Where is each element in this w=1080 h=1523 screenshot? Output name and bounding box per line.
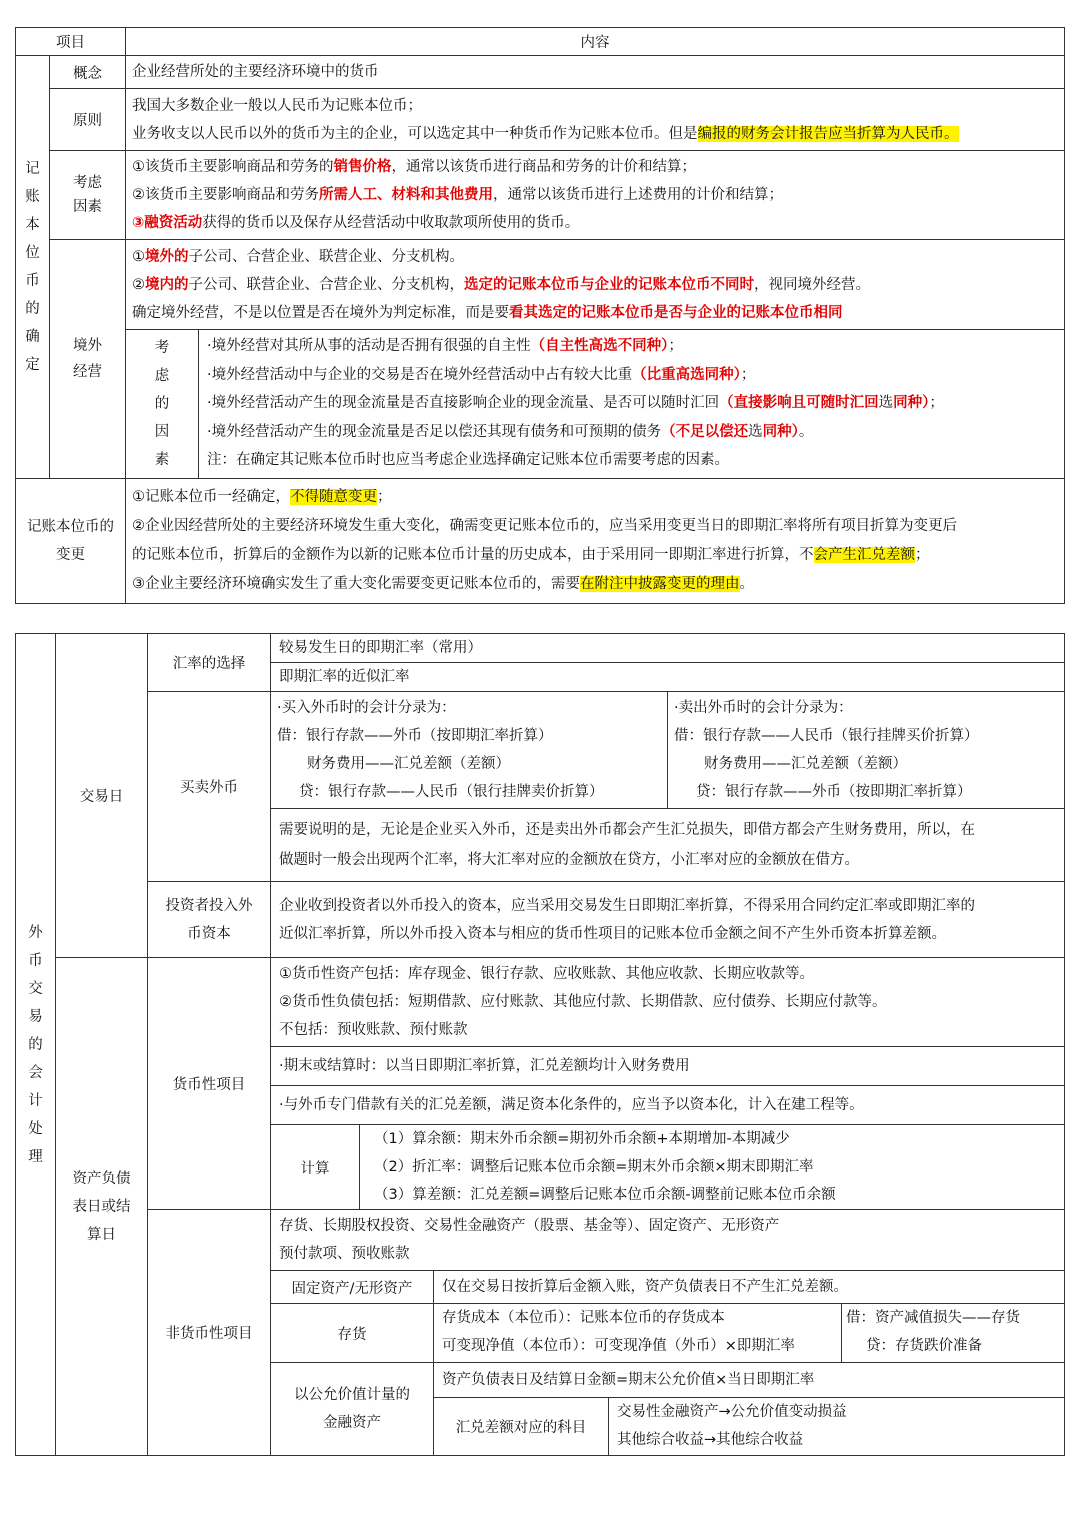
change-line-4 <box>132 570 1058 599</box>
red-text: 看其选定的记账本位币是否与企业的记账本位币相同 <box>509 304 843 321</box>
vertical-label-text: 外币交易的会计处理 <box>28 924 43 1165</box>
text: ② <box>132 276 145 293</box>
fv-accounts <box>609 1398 1064 1455</box>
section-label-fx <box>16 634 56 1456</box>
overseas-factor-1 <box>207 332 1056 361</box>
text: ，视同境外经营。 <box>754 276 870 293</box>
bs-day-label <box>56 958 148 1456</box>
capital-label-2: 币资本 <box>187 925 231 942</box>
factors-content <box>126 151 1065 240</box>
inventory-line-2: 可变现净值（本位币）：可变现净值（外币）×即期汇率 <box>442 1338 795 1354</box>
text: 获得的货币以及保存从经营活动中收取款项所使用的货币。 <box>202 215 580 231</box>
buy-title: ·买入外币时的会计分录为： <box>277 700 456 716</box>
text: ①该货币主要影响商品和劳务的 <box>132 159 334 175</box>
sell-title: ·卖出外币时的会计分录为： <box>674 700 853 716</box>
nonmonetary-line-2: 预付款项、预收账款 <box>279 1246 410 1262</box>
text: 确定境外经营，不是以位置是否在境外为判定标准，而是要 <box>132 304 509 321</box>
fx-transaction-table <box>15 633 1065 1456</box>
text: ； <box>377 489 392 505</box>
overseas-label <box>50 240 126 479</box>
bs-day-label-text: 资产负债表日或结算日 <box>72 1170 131 1243</box>
buy-debit-2: 财务费用——汇兑差额（差额） <box>307 756 510 772</box>
change-content <box>126 479 1065 604</box>
monetary-label: 货币性项目 <box>148 958 271 1210</box>
red-text: （直接影响且可随时汇回 <box>719 395 879 411</box>
section-label-determination <box>16 56 50 479</box>
fv-account-2: 其他综合收益→其他综合收益 <box>617 1432 804 1448</box>
overseas-line-2 <box>132 271 1058 299</box>
fx-note-line-2: 做题时一般会出现两个汇率，将大汇率对应的金额放在贷方，小汇率对应的金额放在借方。 <box>279 852 859 868</box>
change-line-2: ②企业因经营所处的主要经济环境发生重大变化，确需变更记账本位币的，应当采用变更当日的即期汇率将所有项目折算为变更后 <box>132 518 957 534</box>
factors-label-text: 考虑因素 <box>73 175 102 215</box>
highlight-text: 在附注中披露变更的理由 <box>580 576 740 592</box>
principle-line-2 <box>132 120 1058 148</box>
sell-debit-1: 借：银行存款——人民币（银行挂牌买价折算） <box>674 728 979 744</box>
overseas-factor-4 <box>207 418 1056 447</box>
fv-label-2: 金融资产 <box>323 1415 381 1431</box>
change-label <box>16 479 126 604</box>
monetary-content <box>271 958 1065 1210</box>
fv-account-label: 汇兑差额对应的科目 <box>434 1398 609 1455</box>
capital-label <box>148 882 271 958</box>
buy-entry <box>271 692 667 808</box>
rate-option-1: 较易发生日的即期汇率（常用） <box>271 634 1064 663</box>
inventory-line-1: 存货成本（本位币）：记账本位币的存货成本 <box>442 1310 725 1326</box>
factor-line-3 <box>132 209 1058 237</box>
calc-step-3: （3）算差额：汇兑差额=调整后记账本位币余额-调整前记账本位币余额 <box>374 1187 836 1203</box>
overseas-line-1 <box>132 243 1058 271</box>
calc-step-2: （2）折汇率：调整后记账本位币余额=期末外币余额×期末即期汇率 <box>374 1159 814 1175</box>
text: ·境外经营活动中与企业的交易是否在境外经营活动中占有较大比重 <box>207 366 633 383</box>
fv-amount-text: 资产负债表日及结算日金额=期末公允价值×当日即期汇率 <box>434 1363 1064 1398</box>
fv-account-1: 交易性金融资产→公允价值变动损益 <box>617 1404 847 1420</box>
text: 选 <box>878 395 894 411</box>
text: ·境外经营对其所从事的活动是否拥有很强的自主性 <box>207 338 531 354</box>
principle-line-1: 我国大多数企业一般以人民币为记账本位币； <box>132 97 422 114</box>
overseas-factor-2 <box>207 361 1056 390</box>
text: ①记账本位币一经确定， <box>132 489 290 505</box>
monetary-line-5: ·与外币专门借款有关的汇兑差额，满足资本化条件的，应当予以资本化，计入在建工程等。 <box>271 1086 1064 1125</box>
capital-line-2: 近似汇率折算，所以外币投入资本与相应的货币性项目的记账本位币金额之间不产生外币资本折算差额。 <box>279 925 946 942</box>
text: ③企业主要经济环境确实发生了重大变化需要变更记账本位币的，需要 <box>132 576 580 592</box>
text: ，通常以该货币进行上述费用的计价和结算； <box>493 187 783 203</box>
text: ·境外经营活动产生的现金流量是否足以偿还其现有债务和可预期的债务 <box>207 423 662 440</box>
highlight-text: 不得随意变更 <box>290 489 377 505</box>
text: ·境外经营活动产生的现金流量是否直接影响企业的现金流量、是否可以随时汇回 <box>207 395 720 411</box>
fixed-assets-text: 仅在交易日按折算后金额入账，资产负债表日不产生汇兑差额。 <box>442 1279 848 1295</box>
red-text: （不足以偿还 <box>661 423 749 440</box>
text: 。 <box>739 576 754 592</box>
text: 子公司、合营企业、联营企业、分支机构。 <box>188 248 464 265</box>
fx-note-line-1: 需要说明的是，无论是企业买入外币，还是卖出外币都会产生汇兑损失，即借方都会产生财务费用，所以，在 <box>279 822 975 838</box>
concept-text: 企业经营所处的主要经济环境中的货币 <box>126 56 1065 89</box>
fx-trade-note <box>271 809 1064 881</box>
vertical-label-text: 记账本位币的确定 <box>25 161 40 373</box>
fx-trade-label: 买卖外币 <box>148 692 271 882</box>
change-line-1 <box>132 483 1058 512</box>
red-text: 销售价格 <box>333 159 392 175</box>
inventory-debit: 借：资产减值损失——存货 <box>846 1310 1020 1326</box>
capital-line-1: 企业收到投资者以外币投入的资本，应当采用交易发生日即期汇率折算，不得采用合同约定汇率或即期汇率的 <box>279 897 975 914</box>
sell-entry <box>667 692 1064 808</box>
fv-label-1: 以公允价值计量的 <box>294 1387 410 1403</box>
principle-highlight: 编报的财务会计报告应当折算为人民币。 <box>697 125 959 142</box>
nonmonetary-line-1: 存货、长期股权投资、交易性金融资产（股票、基金等）、固定资产、无形资产 <box>279 1218 780 1234</box>
text: ； <box>668 338 683 354</box>
inventory-text <box>434 1304 842 1362</box>
principle-text: 业务收支以人民币以外的货币为主的企业，可以选定其中一种货币作为记账本位币。但是 <box>132 125 698 142</box>
red-text: 境内的 <box>145 276 189 293</box>
nonmonetary-content <box>271 1210 1065 1456</box>
nonmonetary-label: 非货币性项目 <box>148 1210 271 1456</box>
overseas-label-text: 境外经营 <box>73 338 102 380</box>
inventory-credit: 贷：存货跌价准备 <box>866 1338 982 1354</box>
red-text: 所需人工、材料和其他费用 <box>319 187 493 203</box>
fixed-assets-label: 固定资产/无形资产 <box>271 1271 434 1303</box>
calc-step-1: （1）算余额：期末外币余额=期初外币余额+本期增加-本期减少 <box>374 1131 790 1147</box>
text: ① <box>132 248 145 265</box>
trade-day-label: 交易日 <box>56 634 148 958</box>
text: ； <box>740 366 756 383</box>
overseas-factors-label <box>126 330 199 478</box>
overseas-factor-3 <box>207 389 1056 418</box>
text: ，通常以该货币进行商品和劳务的计价和结算； <box>391 159 696 175</box>
capital-label-1: 投资者投入外 <box>165 897 253 914</box>
text: 的记账本位币，折算后的金额作为以新的记账本位币计量的历史成本，由于采用同一即期汇率进行折算，不 <box>132 547 814 563</box>
red-text: 同种） <box>893 395 930 411</box>
sell-debit-2: 财务费用——汇兑差额（差额） <box>704 756 908 772</box>
overseas-factor-note: 注：在确定其记账本位币时也应当考虑企业选择确定记账本位币需要考虑的因素。 <box>207 452 729 468</box>
overseas-factors-cell <box>126 330 1065 479</box>
change-line-3 <box>132 541 1058 570</box>
red-text: （自主性高选不同种） <box>530 338 669 354</box>
inventory-entry <box>842 1304 1064 1362</box>
red-text: 境外的 <box>145 248 189 265</box>
calc-label: 计算 <box>271 1125 360 1209</box>
header-content: 内容 <box>126 28 1065 56</box>
fx-trade-content <box>271 692 1065 882</box>
highlight-text: 会产生汇兑差额 <box>813 547 915 563</box>
text: 子公司、联营企业、合营企业、分支机构， <box>188 276 464 293</box>
rate-option-2: 即期汇率的近似汇率 <box>279 669 410 685</box>
change-label-text: 记账本位币的变更 <box>27 519 114 563</box>
monetary-line-3: 不包括：预收账款、预付账款 <box>279 1022 468 1038</box>
red-text: 选定的记账本位币与企业的记账本位币不同时 <box>464 276 754 293</box>
inventory-label: 存货 <box>271 1304 434 1362</box>
overseas-content <box>126 240 1065 330</box>
principle-label: 原则 <box>50 89 126 151</box>
factor-line-1 <box>132 153 1058 181</box>
principle-content <box>126 89 1065 151</box>
overseas-factors-label-text: 考虑的因素 <box>154 340 170 468</box>
currency-determination-table <box>15 27 1065 604</box>
concept-label: 概念 <box>50 56 126 89</box>
monetary-line-4: ·期末或结算时：以当日即期汇率折算，汇兑差额均计入财务费用 <box>271 1047 1064 1086</box>
red-text: 同种） <box>762 423 799 440</box>
calc-steps <box>360 1125 1064 1209</box>
monetary-line-2: ②货币性负债包括：短期借款、应付账款、其他应付款、长期借款、应付债券、长期应付款等。 <box>279 994 887 1010</box>
overseas-factors-list <box>199 330 1064 478</box>
fv-label <box>271 1363 434 1455</box>
red-text: ③融资活动 <box>132 215 203 231</box>
red-text: （比重高选同种） <box>632 366 741 383</box>
factors-label <box>50 151 126 240</box>
text: 。 <box>798 423 814 440</box>
monetary-line-1: ①货币性资产包括：库存现金、银行存款、应收账款、其他应收款、长期应收款等。 <box>279 966 814 982</box>
capital-content <box>271 882 1065 958</box>
text: ； <box>929 395 944 411</box>
text: 选 <box>748 423 763 440</box>
rate-choice-options <box>271 634 1065 692</box>
overseas-line-3 <box>132 299 1058 327</box>
factor-line-2 <box>132 181 1058 209</box>
buy-debit-1: 借：银行存款——外币（按即期汇率折算） <box>277 728 553 744</box>
header-item: 项目 <box>16 28 126 56</box>
buy-credit: 贷：银行存款——人民币（银行挂牌卖价折算） <box>299 784 604 800</box>
sell-credit: 贷：银行存款——外币（按即期汇率折算） <box>696 784 972 800</box>
text: ； <box>915 547 930 563</box>
rate-choice-label: 汇率的选择 <box>148 634 271 692</box>
text: ②该货币主要影响商品和劳务 <box>132 187 319 203</box>
